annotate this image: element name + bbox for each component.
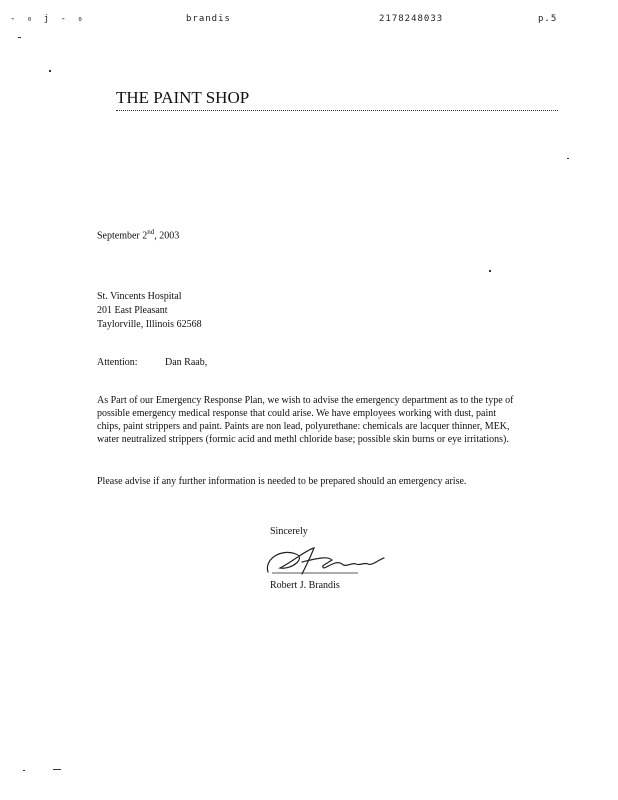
scan-speck xyxy=(53,769,61,770)
scan-speck xyxy=(489,270,491,272)
letterhead-title: THE PAINT SHOP xyxy=(116,88,250,107)
signer-name: Robert J. Brandis xyxy=(270,580,340,591)
recipient-city: Taylorville, Illinois 62568 xyxy=(97,319,202,330)
body-paragraph-2: Please advise if any further information is needed to be prepared should an emergency arise. xyxy=(97,476,467,487)
scan-speck xyxy=(567,158,569,159)
recipient-name: St. Vincents Hospital xyxy=(97,291,182,302)
fax-header-marks: - ₀ j - ₀ xyxy=(10,14,86,24)
attention-name: Dan Raab, xyxy=(165,357,208,368)
attention-label: Attention: xyxy=(97,357,138,368)
letterhead-rule xyxy=(116,110,558,111)
scan-speck xyxy=(49,70,51,72)
fax-number: 2178248033 xyxy=(379,14,444,24)
date-month-day: September 2 xyxy=(97,230,148,242)
date-year: , 2003 xyxy=(154,230,180,242)
recipient-street: 201 East Pleasant xyxy=(97,305,168,316)
scan-speck xyxy=(23,770,25,771)
signature xyxy=(262,542,392,578)
fax-page-number: p.5 xyxy=(538,14,558,24)
date-suffix: nd xyxy=(147,228,155,236)
letter-date xyxy=(97,228,179,241)
body-paragraph-1: As Part of our Emergency Response Plan, we wish to advise the emergency department as to the type of possible emergency medical response that could arise. We have employees working with dust, paint chips, paint strippers and paint. Paints are non lead, polyurethane: chemicals are lacquer thinner, MEK, water neutralized strippers (formic acid and methl chloride base; possible skin burns or eye irritations). xyxy=(97,395,514,445)
closing: Sincerely xyxy=(270,526,308,537)
fax-sender: brandis xyxy=(186,14,231,24)
scan-speck xyxy=(18,37,21,38)
